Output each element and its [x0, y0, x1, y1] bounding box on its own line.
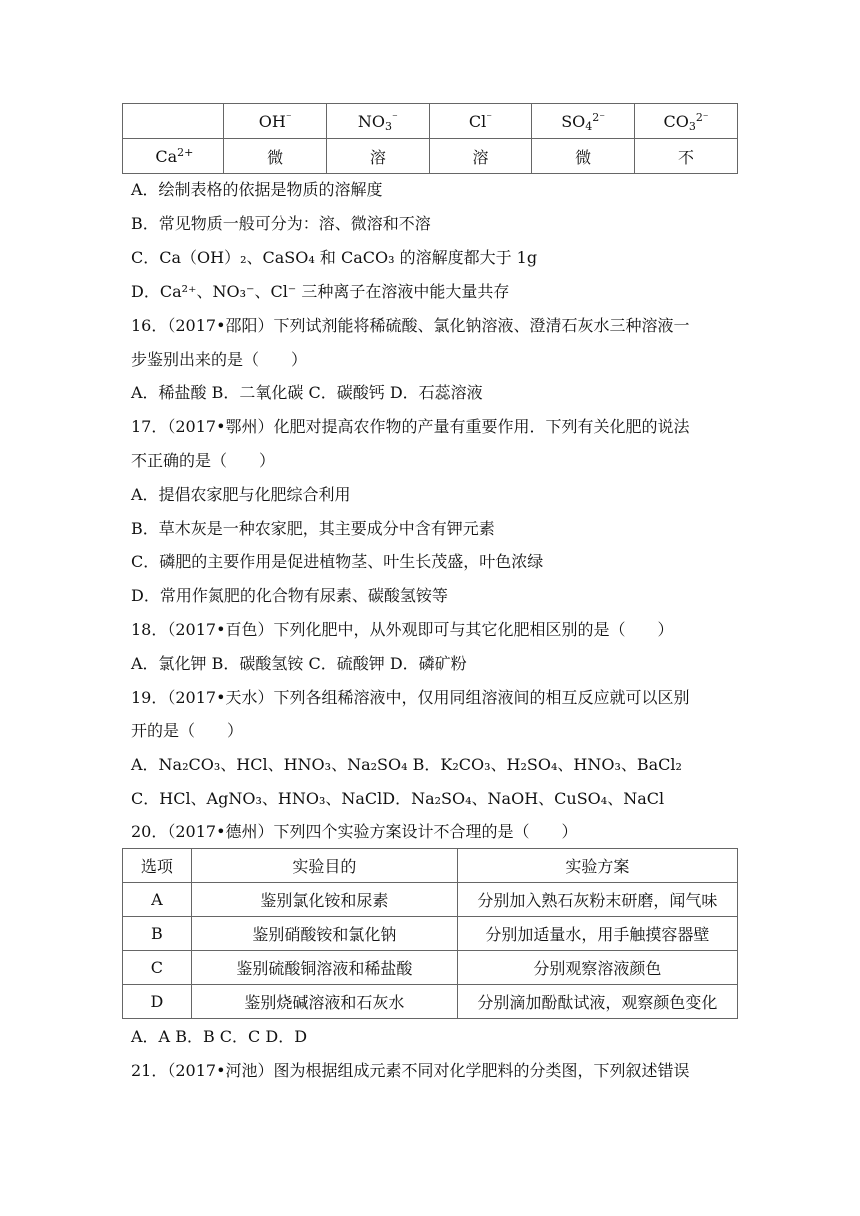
q21-stem: 21．（2017•河池）图为根据组成元素不同对化学肥料的分类图，下列叙述错误 [131, 1061, 690, 1080]
q17-option-a: A．提倡农家肥与化肥综合利用 [131, 485, 351, 504]
table-cell: 鉴别烧碱溶液和石灰水 [191, 985, 457, 1019]
q15-option-c: C．Ca（OH）₂、CaSO₄ 和 CaCO₃ 的溶解度都大于 1g [131, 248, 538, 267]
q19-stem-line1: 19．（2017•天水）下列各组稀溶液中，仅用同组溶液间的相互反应就可以区别 [131, 688, 690, 707]
table-cell: 鉴别硝酸铵和氯化钠 [191, 917, 457, 951]
table-header-row [123, 104, 738, 139]
table-row [123, 917, 738, 951]
table-row [123, 883, 738, 917]
table-cell: 分别加适量水，用手触摸容器壁 [457, 917, 737, 951]
header-cell-plan: 实验方案 [457, 849, 737, 883]
q17-option-c: C．磷肥的主要作用是促进植物茎、叶生长茂盛，叶色浓绿 [131, 552, 544, 571]
table-corner-cell [123, 104, 224, 139]
table-cell: 分别观察溶液颜色 [457, 951, 737, 985]
header-cell-no3: $NO_3^{^-}$ [327, 104, 430, 139]
table-row [123, 985, 738, 1019]
table-cell: 鉴别氯化铵和尿素 [191, 883, 457, 917]
table-cell: B [123, 917, 192, 951]
q15-option-b: B．常见物质一般可分为：溶、微溶和不溶 [131, 214, 431, 233]
q15-option-d: D．Ca²⁺、NO₃⁻、Cl⁻ 三种离子在溶液中能大量共存 [131, 282, 510, 301]
table-cell: 不 [635, 139, 738, 174]
table-cell: 溶 [327, 139, 430, 174]
q19-stem-line2: 开的是（ ） [131, 721, 244, 740]
q20-options: A．A B．B C．C D．D [131, 1027, 308, 1046]
q19-options-cd: C．HCl、AgNO₃、HNO₃、NaClD．Na₂SO₄、NaOH、CuSO₄、NaCl [131, 789, 665, 808]
q15-option-a: A．绘制表格的依据是物质的溶解度 [131, 180, 383, 199]
table-cell: A [123, 883, 192, 917]
q17-option-b: B．草木灰是一种农家肥，其主要成分中含有钾元素 [131, 519, 495, 538]
q17-stem-line1: 17．（2017•鄂州）化肥对提高农作物的产量有重要作用．下列有关化肥的说法 [131, 417, 690, 436]
row-label-ca: $Ca^{2+}$ [123, 139, 224, 174]
q20-stem: 20．（2017•德州）下列四个实验方案设计不合理的是（ ） [131, 822, 578, 841]
table-row [123, 139, 738, 174]
table-cell: 分别加入熟石灰粉末研磨，闻气味 [457, 883, 737, 917]
table-row [123, 951, 738, 985]
solubility-table [122, 103, 738, 174]
table-cell: 鉴别硫酸铜溶液和稀盐酸 [191, 951, 457, 985]
q16-stem-line2: 步鉴别出来的是（ ） [131, 350, 308, 369]
q17-stem-line2: 不正确的是（ ） [131, 451, 276, 470]
q16-stem-line1: 16．（2017•邵阳）下列试剂能将稀硫酸、氯化钠溶液、澄清石灰水三种溶液一 [131, 316, 690, 335]
table-cell: 溶 [429, 139, 531, 174]
header-cell-oh: OH⁻ [224, 104, 327, 139]
q18-options: A．氯化钾 B．碳酸氢铵 C．硫酸钾 D．磷矿粉 [131, 654, 467, 673]
header-cell-co3: $CO_3^{2^-}$ [635, 104, 738, 139]
q17-option-d: D．常用作氮肥的化合物有尿素、碳酸氢铵等 [131, 586, 448, 605]
header-cell-so4: $SO_4^{2^-}$ [532, 104, 635, 139]
table-cell: 微 [224, 139, 327, 174]
q16-options: A．稀盐酸 B．二氧化碳 C．碳酸钙 D．石蕊溶液 [131, 383, 483, 402]
table-cell: D [123, 985, 192, 1019]
q18-stem: 18．（2017•百色）下列化肥中，从外观即可与其它化肥相区别的是（ ） [131, 620, 674, 639]
q19-options-ab: A．Na₂CO₃、HCl、HNO₃、Na₂SO₄ B．K₂CO₃、H₂SO₄、HNO₃、BaCl₂ [131, 755, 682, 774]
header-cell-cl: Cl⁻ [429, 104, 531, 139]
experiment-table [122, 848, 738, 1019]
table-cell: 微 [532, 139, 635, 174]
header-cell-option: 选项 [123, 849, 192, 883]
table-cell: C [123, 951, 192, 985]
header-cell-purpose: 实验目的 [191, 849, 457, 883]
table-header-row [123, 849, 738, 883]
table-cell: 分别滴加酚酞试液，观察颜色变化 [457, 985, 737, 1019]
